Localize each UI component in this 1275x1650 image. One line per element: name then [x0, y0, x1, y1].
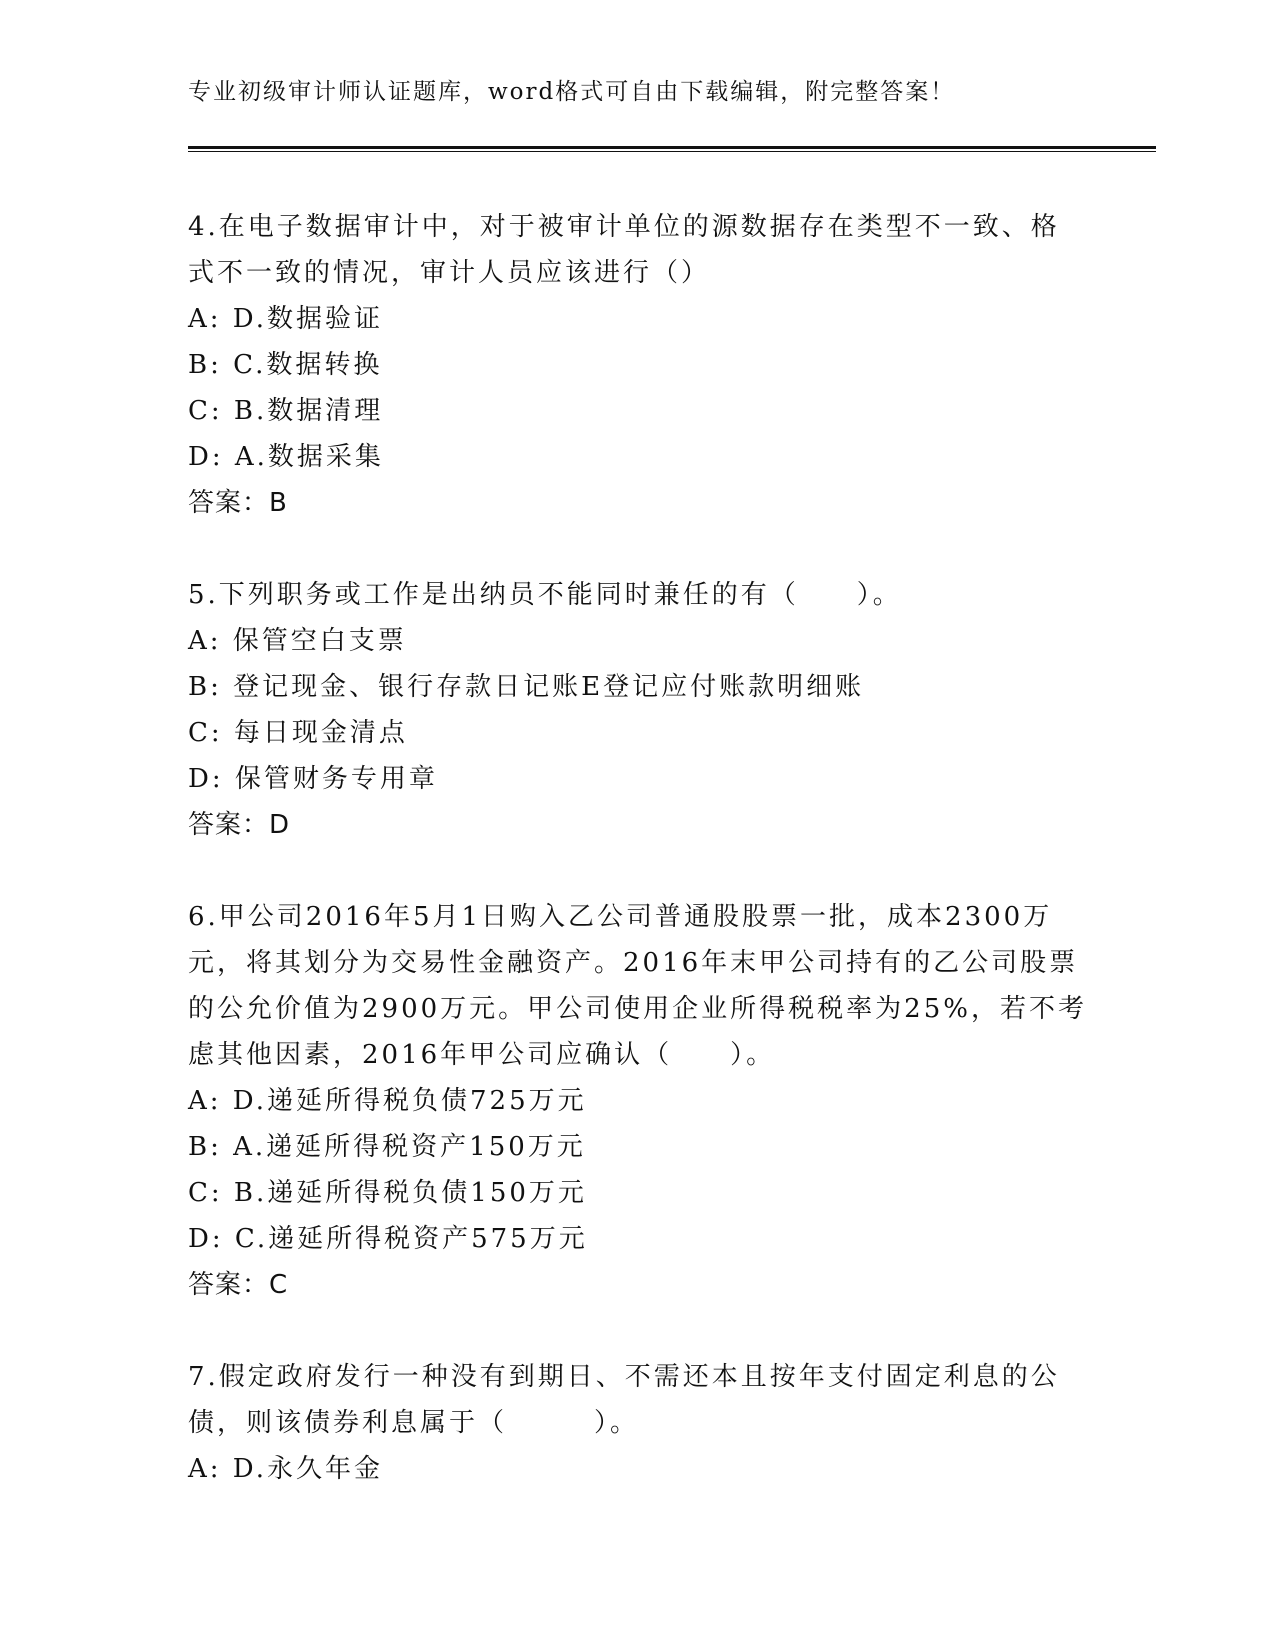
option-d: D: C.递延所得税资产575万元 [188, 1224, 588, 1254]
question-stem-line: 4.在电子数据审计中，对于被审计单位的源数据存在类型不一致、格 [188, 212, 1060, 242]
question-stem-line: 式不一致的情况，审计人员应该进行（） [188, 258, 711, 288]
answer: 答案：B [188, 488, 288, 518]
option-c: C: 每日现金清点 [188, 718, 408, 748]
option-b: B: A.递延所得税资产150万元 [188, 1132, 586, 1162]
header-rule-thin [188, 151, 1156, 152]
answer: 答案：D [188, 810, 291, 840]
header-rule-thick [188, 146, 1156, 149]
question-stem-line: 虑其他因素，2016年甲公司应确认（ ）。 [188, 1040, 776, 1070]
option-a: A: 保管空白支票 [188, 626, 407, 656]
question-4 [188, 204, 1068, 526]
question-stem-line: 5.下列职务或工作是出纳员不能同时兼任的有（ ）。 [188, 580, 902, 610]
question-5 [188, 572, 1068, 848]
question-list [188, 204, 1087, 1538]
question-stem-line: 债，则该债券利息属于（ ）。 [188, 1408, 640, 1438]
question-stem-line: 6.甲公司2016年5月1日购入乙公司普通股股票一批，成本2300万 [188, 902, 1053, 932]
question-6 [188, 894, 1087, 1308]
option-d: D: A.数据采集 [188, 442, 384, 472]
question-stem-line: 的公允价值为2900万元。甲公司使用企业所得税税率为25%，若不考 [188, 994, 1087, 1024]
option-b: B: C.数据转换 [188, 350, 383, 380]
page-header: 专业初级审计师认证题库，word格式可自由下载编辑，附完整答案！ [188, 79, 956, 105]
question-stem-line: 7.假定政府发行一种没有到期日、不需还本且按年支付固定利息的公 [188, 1362, 1060, 1392]
question-stem-line: 元，将其划分为交易性金融资产。2016年末甲公司持有的乙公司股票 [188, 948, 1079, 978]
option-c: C: B.递延所得税负债150万元 [188, 1178, 587, 1208]
option-c: C: B.数据清理 [188, 396, 384, 426]
option-a: A: D.递延所得税负债725万元 [188, 1086, 587, 1116]
answer: 答案：C [188, 1270, 289, 1300]
option-b: B: 登记现金、银行存款日记账E登记应付账款明细账 [188, 672, 865, 702]
option-a: A: D.数据验证 [188, 304, 383, 334]
option-d: D: 保管财务专用章 [188, 764, 438, 794]
option-a: A: D.永久年金 [188, 1454, 383, 1484]
question-7 [188, 1354, 1068, 1492]
